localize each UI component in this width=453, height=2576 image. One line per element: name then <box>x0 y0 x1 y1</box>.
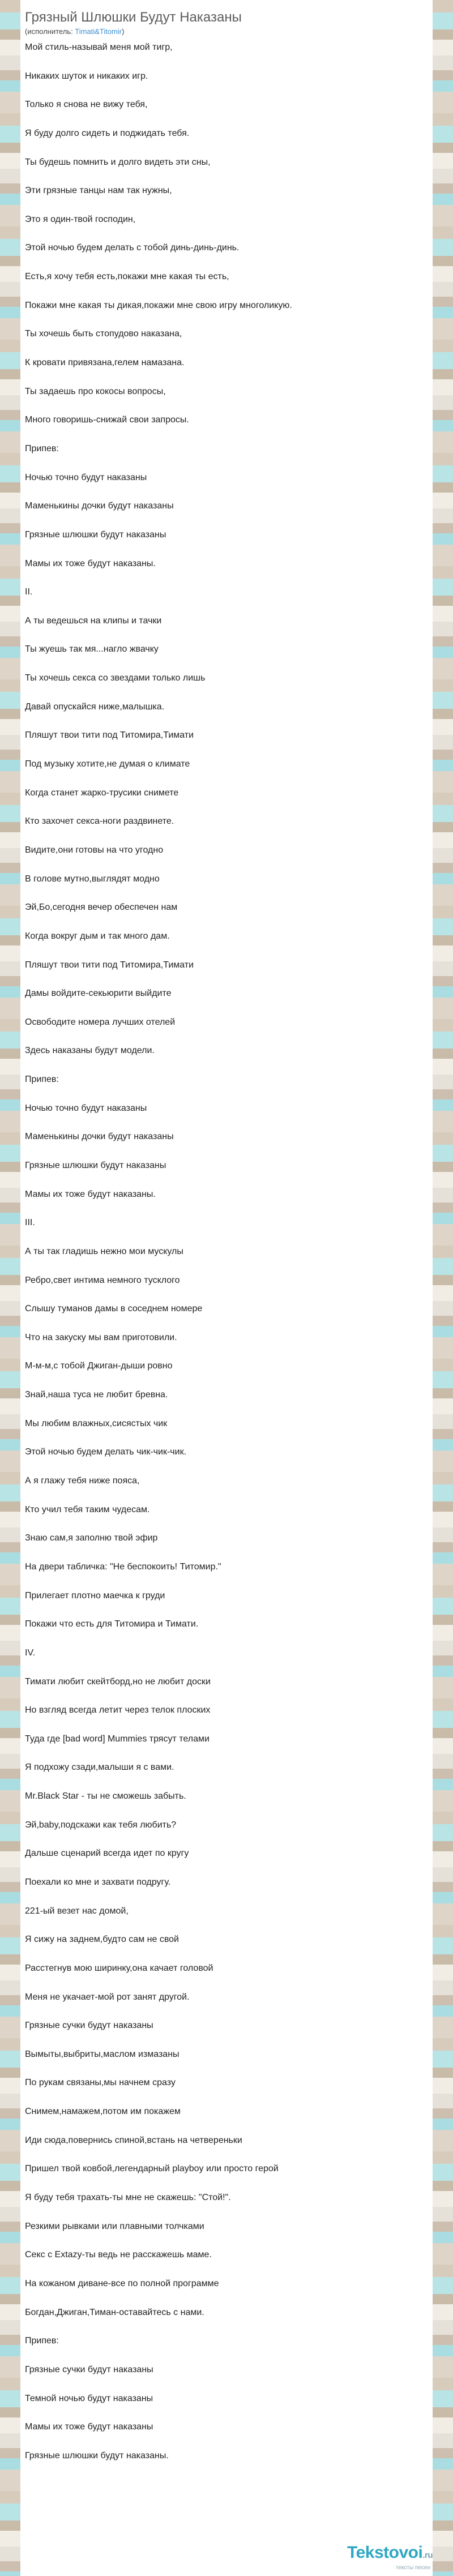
lyric-line: А ты ведешься на клипы и тачки <box>25 615 162 626</box>
lyric-line: Пляшут твои тити под Титомира,Тимати <box>25 730 194 741</box>
lyric-line: Мой стиль-называй меня мой тигр, <box>25 42 173 52</box>
lyric-line: Кто захочет секса-ноги раздвинете. <box>25 816 174 827</box>
lyric-line: Есть,я хочу тебя есть,покажи мне какая ты есть, <box>25 272 229 282</box>
lyric-line: А ты так гладишь нежно мои мускулы <box>25 1246 183 1256</box>
performer-line <box>25 27 429 36</box>
song-title: Грязный Шлюшки Будут Наказаны <box>25 10 242 25</box>
lyric-line: Дамы войдите-секьюрити выйдите <box>25 989 172 999</box>
lyric-line: Под музыку хотите,не думая о климате <box>25 759 190 769</box>
lyric-line: Грязные шлюшки будут наказаны. <box>25 2450 169 2461</box>
logo-text: Tekstovoi <box>347 2543 423 2562</box>
lyric-line: Только я снова не вижу тебя, <box>25 100 148 110</box>
lyric-line: Здесь наказаны будут модели. <box>25 1046 155 1056</box>
lyric-line: Ты хочешь быть стопудово наказана, <box>25 329 182 339</box>
lyric-line: Припев: <box>25 1075 59 1085</box>
lyric-line: А я глажу тебя ниже пояса, <box>25 1476 140 1486</box>
lyric-line: Я сижу на заднем,будто сам не свой <box>25 1935 179 1945</box>
lyric-line: Видите,они готовы на что угодно <box>25 845 164 855</box>
lyric-line: Кто учил тебя таким чудесам. <box>25 1504 150 1514</box>
lyric-line: Мамы их тоже будут наказаны <box>25 2422 153 2432</box>
lyric-line: К кровати привязана,гелем намазана. <box>25 358 185 368</box>
lyric-line: Я подхожу сзади,малыши я с вами. <box>25 1762 174 1773</box>
lyric-line: III. <box>25 1218 35 1228</box>
lyric-line: Mr.Black Star - ты не сможешь забыть. <box>25 1791 186 1802</box>
lyric-line: Богдан,Джиган,Тиман-оставайтесь с нами. <box>25 2307 204 2317</box>
lyric-line: Эй,baby,подскажи как тебя любить? <box>25 1820 177 1830</box>
lyric-line: Припев: <box>25 443 59 453</box>
lyric-line: Что на закуску мы вам приготовили. <box>25 1332 177 1342</box>
lyric-line: Иди сюда,повернись спиной,встань на четвереньки <box>25 2135 242 2145</box>
lyric-line: Ребро,свет интима немного тусклого <box>25 1275 180 1285</box>
lyric-line: Прилегает плотно маечка к груди <box>25 1590 165 1601</box>
lyric-line: Мы любим влажных,сисястых чик <box>25 1418 168 1428</box>
lyric-line: Маменькины дочки будут наказаны <box>25 501 174 511</box>
lyric-line: На двери табличка: "Не беспокоить! Титомир." <box>25 1561 221 1572</box>
lyric-line: Грязные сучки будут наказаны <box>25 2021 153 2031</box>
lyric-line: 221-ый везет нас домой, <box>25 1906 129 1916</box>
lyric-line: Дальше сценарий всегда идет по кругу <box>25 1848 189 1859</box>
lyric-line: Темной ночью будут наказаны <box>25 2393 153 2403</box>
lyric-line: Резкими рывками или плавными толчками <box>25 2221 204 2231</box>
lyric-line: Я буду долго сидеть и поджидать тебя. <box>25 128 190 138</box>
lyric-line: Грязные шлюшки будут наказаны <box>25 529 166 540</box>
site-logo[interactable] <box>347 2544 433 2571</box>
lyrics-list <box>20 36 433 2462</box>
logo-wordmark <box>347 2544 433 2565</box>
lyric-line: IV. <box>25 1648 36 1658</box>
lyric-line: Никаких шуток и никаких игр. <box>25 71 148 81</box>
lyric-line: Эй,Бо,сегодня вечер обеспечен нам <box>25 902 178 913</box>
lyric-line: Слышу туманов дамы в соседнем номере <box>25 1304 203 1314</box>
lyric-line: Когда станет жарко-трусики снимете <box>25 788 179 798</box>
lyric-line: Вымыты,выбриты,маслом измазаны <box>25 2049 180 2059</box>
performer-suffix: ) <box>122 27 125 36</box>
lyric-line: Ты будешь помнить и долго видеть эти сны, <box>25 157 211 167</box>
lyric-line: Давай опускайся ниже,малышка. <box>25 701 165 712</box>
lyric-line: Знай,наша туса не любит бревна. <box>25 1390 168 1400</box>
lyric-line: Покажи мне какая ты дикая,покажи мне свою игру многоликую. <box>25 300 292 310</box>
lyric-line: На кожаном диване-все по полной программе <box>25 2278 219 2288</box>
lyric-line: Припев: <box>25 2336 59 2346</box>
lyric-line: Это я один-твой господин, <box>25 214 136 224</box>
lyric-line: Когда вокруг дым и так много дам. <box>25 931 170 941</box>
lyric-line: По рукам связаны,мы начнем сразу <box>25 2078 176 2088</box>
lyric-line: Ты жуешь так мя...нагло жвачку <box>25 644 159 654</box>
lyric-line: Освободите номера лучших отелей <box>25 1017 176 1027</box>
lyric-line: II. <box>25 587 33 597</box>
lyric-line: Мамы их тоже будут наказаны. <box>25 1189 156 1199</box>
lyric-line: Тимати любит скейтборд,но не любит доски <box>25 1676 211 1687</box>
lyric-line: Маменькины дочки будут наказаны <box>25 1132 174 1142</box>
lyric-line: Я буду тебя трахать-ты мне не скажешь: "Стой!". <box>25 2193 231 2203</box>
lyric-line: Этой ночью будем делать с тобой динь-динь-динь. <box>25 243 240 253</box>
lyric-line: Пришел твой ковбой,легендарный playboy или просто герой <box>25 2164 279 2174</box>
lyric-line: Этой ночью будем делать чик-чик-чик. <box>25 1447 187 1457</box>
lyric-line: Расстегнув мою ширинку,она качает головой <box>25 1963 213 1973</box>
page-content <box>20 0 433 2576</box>
lyric-line: Знаю сам,я заполню твой эфир <box>25 1533 158 1543</box>
lyric-line: Пляшут твои тити под Титомира,Тимати <box>25 960 194 970</box>
lyric-line: Ты хочешь секса со звездами только лишь <box>25 673 206 683</box>
performer-prefix: (исполнитель: <box>25 27 75 36</box>
performer-link[interactable]: Timati&Titomir <box>75 27 122 36</box>
logo-tld: .ru <box>422 2551 433 2560</box>
lyric-line: Поехали ко мне и захвати подругу. <box>25 1877 171 1887</box>
lyric-line: Ты задаешь про кокосы вопросы, <box>25 386 166 396</box>
lyric-line: В голове мутно,выглядят модно <box>25 874 160 884</box>
lyric-line: Мамы их тоже будут наказаны. <box>25 558 156 568</box>
lyric-line: Секс с Extazy-ты ведь не расскажешь маме. <box>25 2250 212 2260</box>
lyric-line: Ночью точно будут наказаны <box>25 1103 147 1113</box>
lyric-line: Ночью точно будут наказаны <box>25 472 147 482</box>
lyric-line: Покажи что есть для Титомира и Тимати. <box>25 1619 199 1629</box>
lyric-line: Грязные сучки будут наказаны <box>25 2364 153 2374</box>
lyric-line: Туда где [bad word] Mummies трясут телами <box>25 1734 210 1744</box>
logo-tagline: тексты песен <box>395 2565 430 2571</box>
lyric-line: Но взгляд всегда летит через телок плоских <box>25 1705 211 1715</box>
song-header <box>20 0 433 36</box>
lyric-line: Эти грязные танцы нам так нужны, <box>25 186 172 196</box>
lyric-line: М-м-м,с тобой Джиган-дыши ровно <box>25 1361 173 1371</box>
lyric-line: Грязные шлюшки будут наказаны <box>25 1160 166 1170</box>
lyric-line: Много говоришь-снижай свои запросы. <box>25 415 189 425</box>
lyric-line: Меня не укачает-мой рот занят другой. <box>25 1992 190 2002</box>
lyric-line: Снимем,намажем,потом им покажем <box>25 2107 181 2117</box>
